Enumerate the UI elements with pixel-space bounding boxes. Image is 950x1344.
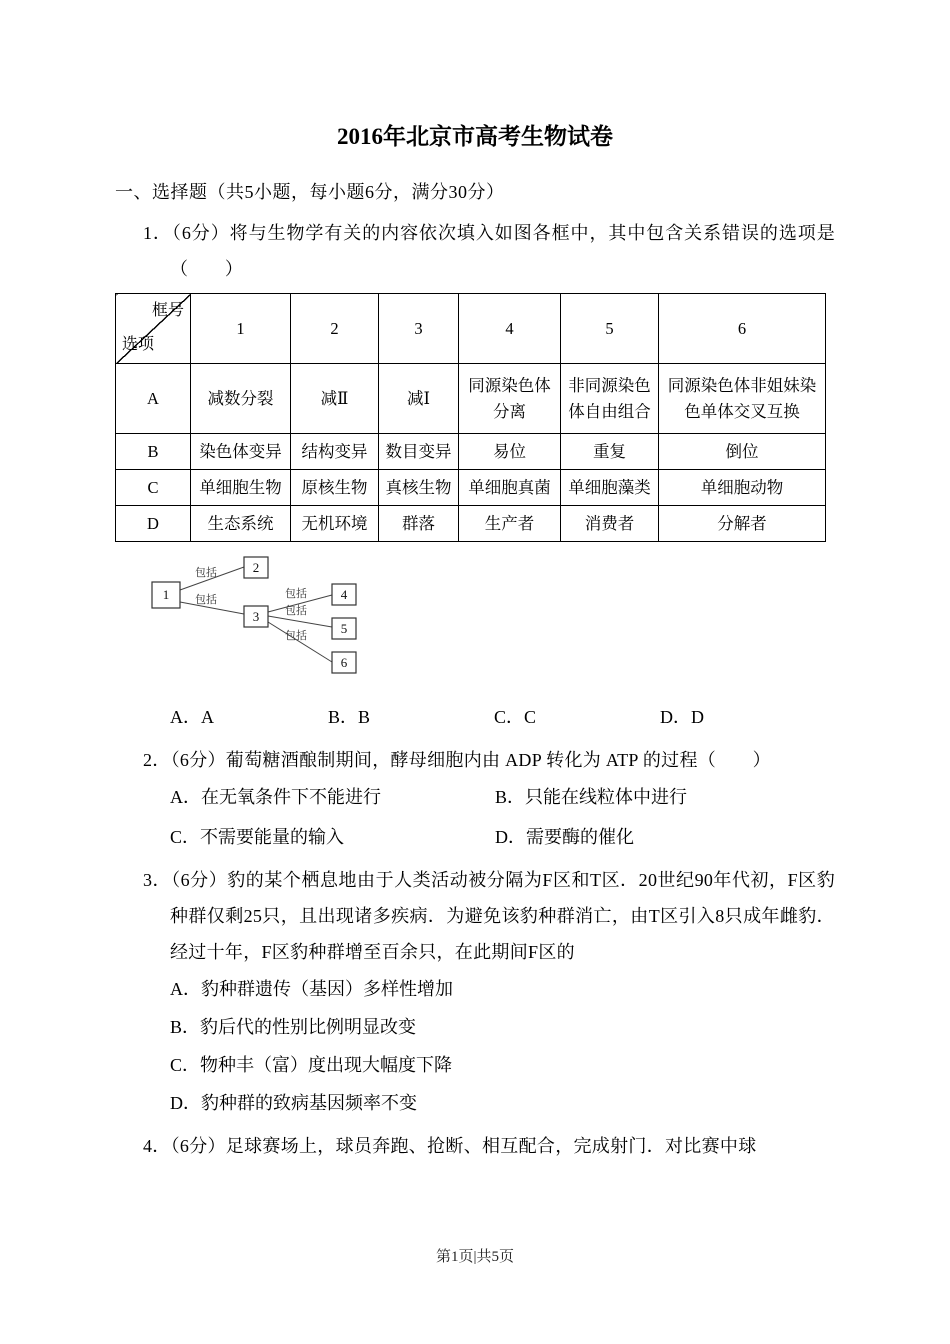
row-label: C [116,470,191,506]
question-2-stem: 2．（6分）葡萄糖酒酿制期间，酵母细胞内由 ADP 转化为 ATP 的过程（ ） [143,750,771,770]
table-cell: 结构变异 [291,434,379,470]
table-cell: 生产者 [459,506,561,542]
table-cell: 减Ⅱ [291,364,379,434]
table-row [116,434,826,470]
table-cell: 非同源染色体自由组合 [561,364,659,434]
table-cell: 同源染色体分离 [459,364,561,434]
option-d: D．豹种群的致病基因频率不变 [170,1093,417,1113]
table-col-header: 3 [379,294,459,364]
option-a: A．A [170,707,214,727]
question-3-stem: 3．（6分）豹的某个栖息地由于人类活动被分隔为F区和T区．20世纪90年代初，F区豹种群仅剩25只，且出现诸多疾病．为避免该豹种群消亡，由T区引入8只成年雌豹．经过十年，F区豹种群增至百余只，在此期间F区的 [143,870,835,962]
edge-label-baokuo: 包括 [285,605,307,617]
table-col-header: 2 [291,294,379,364]
option-c: C．C [494,707,537,727]
question-1-stem: 1．（6分）将与生物学有关的内容依次填入如图各框中，其中包含关系错误的选项是（ ） [143,223,835,279]
question-4-stem: 4．（6分）足球赛场上，球员奔跑、抢断、相互配合，完成射门．对比赛中球 [143,1136,757,1156]
table-cell: 原核生物 [291,470,379,506]
diagram-box-3: 3 [252,609,260,624]
row-label: A [116,364,191,434]
table-cell: 数目变异 [379,434,459,470]
table-row [116,470,826,506]
option-a: A．豹种群遗传（基因）多样性增加 [170,979,453,999]
table-cell: 单细胞动物 [659,470,826,506]
option-b: B．豹后代的性别比例明显改变 [170,1017,417,1037]
page-footer: 第1页|共5页 [435,1249,514,1265]
diagram-box-4: 4 [340,587,348,602]
option-d: D．需要酶的催化 [495,827,634,847]
option-d: D．D [660,707,704,727]
diagram-box-1: 1 [162,587,170,602]
question-4 [143,1128,835,1164]
page-title: 2016年北京市高考生物试卷 [337,124,613,149]
table-cell: 群落 [379,506,459,542]
table-cell: 分解者 [659,506,826,542]
table-cell: 真核生物 [379,470,459,506]
table-cell: 单细胞藻类 [561,470,659,506]
option-a: A．在无氧条件下不能进行 [170,787,381,807]
q1-diagram [150,552,835,692]
table-row [116,506,826,542]
edge-label-baokuo: 包括 [285,588,307,600]
option-b: B．B [328,707,371,727]
diagram-box-5: 5 [340,621,348,636]
section-heading: 一、选择题（共5小题，每小题6分，满分30分） [115,182,505,202]
diagram-box-6: 6 [340,655,348,670]
row-label: D [116,506,191,542]
edge-label-baokuo: 包括 [195,567,217,579]
option-b: B．只能在线粒体中进行 [495,787,688,807]
table-corner-cell [116,294,191,364]
table-cell: 减数分裂 [191,364,291,434]
table-col-header: 5 [561,294,659,364]
table-cell: 易位 [459,434,561,470]
corner-top-label: 框号 [151,302,184,319]
table-cell: 生态系统 [191,506,291,542]
question-1-table [115,293,826,542]
table-cell: 单细胞真菌 [459,470,561,506]
option-c: C．物种丰（富）度出现大幅度下降 [170,1055,453,1075]
row-label: B [116,434,191,470]
table-col-header: 6 [659,294,826,364]
table-col-header: 4 [459,294,561,364]
edge-label-baokuo: 包括 [285,630,307,642]
table-cell: 减Ⅰ [379,364,459,434]
table-cell: 无机环境 [291,506,379,542]
table-cell: 重复 [561,434,659,470]
edge-label-baokuo: 包括 [195,594,217,606]
question-3 [143,862,835,1122]
table-cell: 同源染色体非姐妹染色单体交叉互换 [659,364,826,434]
table-header-row [116,294,826,364]
option-c: C．不需要能量的输入 [170,827,345,847]
diagram-box-2: 2 [252,560,260,575]
table-cell: 染色体变异 [191,434,291,470]
table-cell: 消费者 [561,506,659,542]
table-cell: 单细胞生物 [191,470,291,506]
corner-bottom-label: 选项 [122,336,155,354]
question-1-options [143,698,835,736]
table-col-header: 1 [191,294,291,364]
question-1 [143,215,835,287]
question-2 [143,742,835,856]
table-cell: 倒位 [659,434,826,470]
table-row [116,364,826,434]
